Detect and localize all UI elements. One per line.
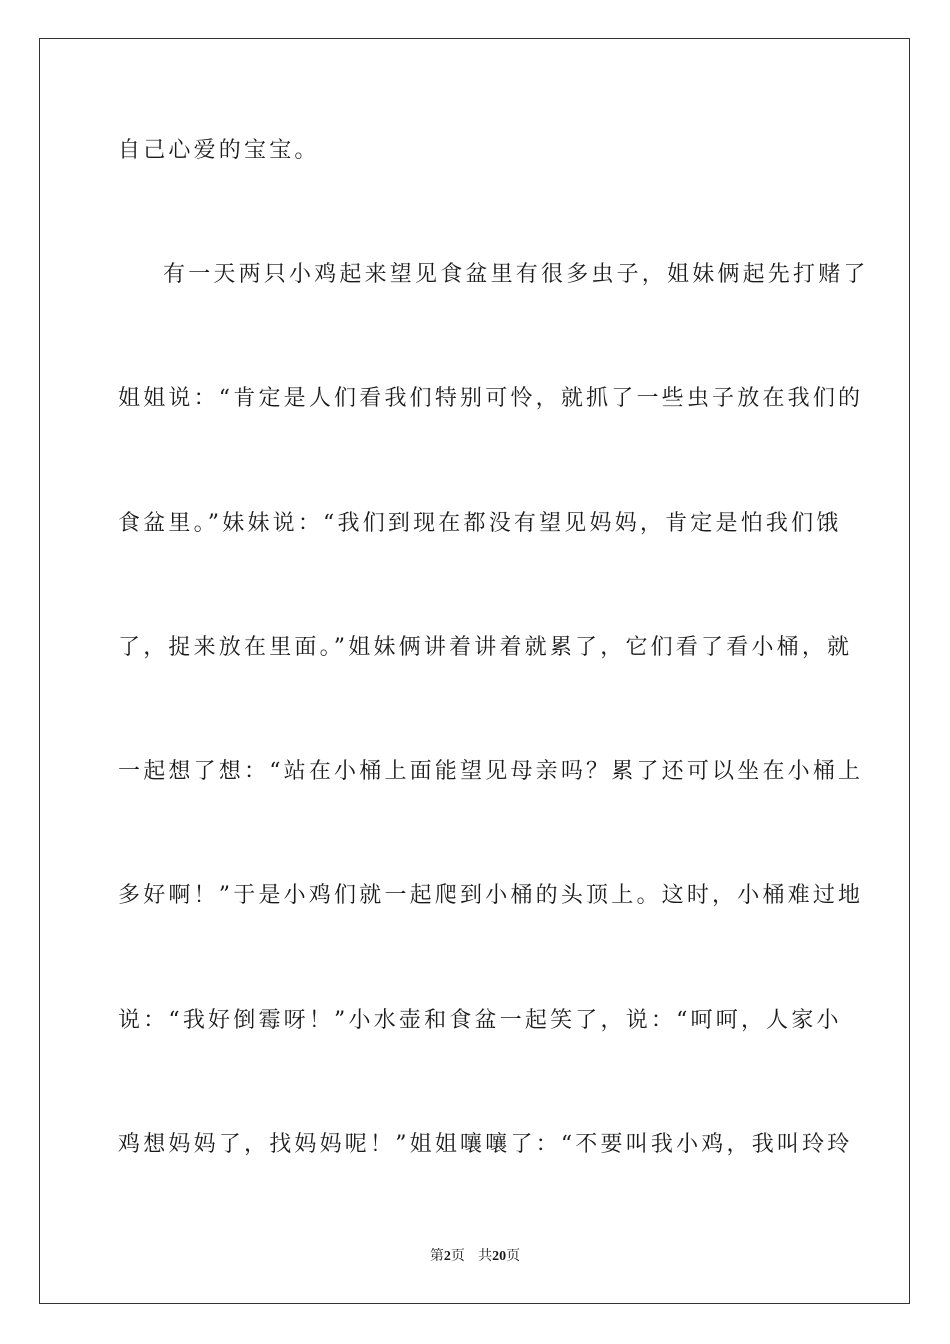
text-line-2: 有一天两只小鸡起来望见食盆里有很多虫子，姐妹俩起先打赌了 [163,262,869,287]
page-border [39,38,910,1304]
text-line-5: 了，捉来放在里面。”姐妹俩讲着讲着就累了，它们看了看小桶，就 [118,635,853,660]
text-line-4: 食盆里。”妹妹说：“我们到现在都没有望见妈妈，肯定是怕我们饿 [118,511,842,536]
footer-total-pages: 20 [492,1249,507,1264]
text-line-1: 自己心爱的宝宝。 [118,138,320,163]
footer-total-suffix: 页 [506,1248,521,1264]
footer-page-suffix: 页 [450,1248,465,1264]
footer-total-prefix: 共 [478,1248,493,1264]
footer-prefix: 第 [429,1248,444,1264]
text-line-6: 一起想了想：“站在小桶上面能望见母亲吗？累了还可以坐在小桶上 [118,759,864,784]
page-footer [0,1246,950,1267]
footer-page-number: 2 [443,1249,451,1264]
text-line-9: 鸡想妈妈了，找妈妈呢！”姐姐嚷嚷了：“不要叫我小鸡，我叫玲玲 [118,1132,853,1157]
text-line-8: 说：“我好倒霉呀！”小水壶和食盆一起笑了，说：“呵呵，人家小 [118,1008,842,1033]
text-line-7: 多好啊！”于是小鸡们就一起爬到小桶的头顶上。这时，小桶难过地 [118,883,864,908]
text-line-3: 姐姐说：“肯定是人们看我们特别可怜，就抓了一些虫子放在我们的 [118,386,864,411]
